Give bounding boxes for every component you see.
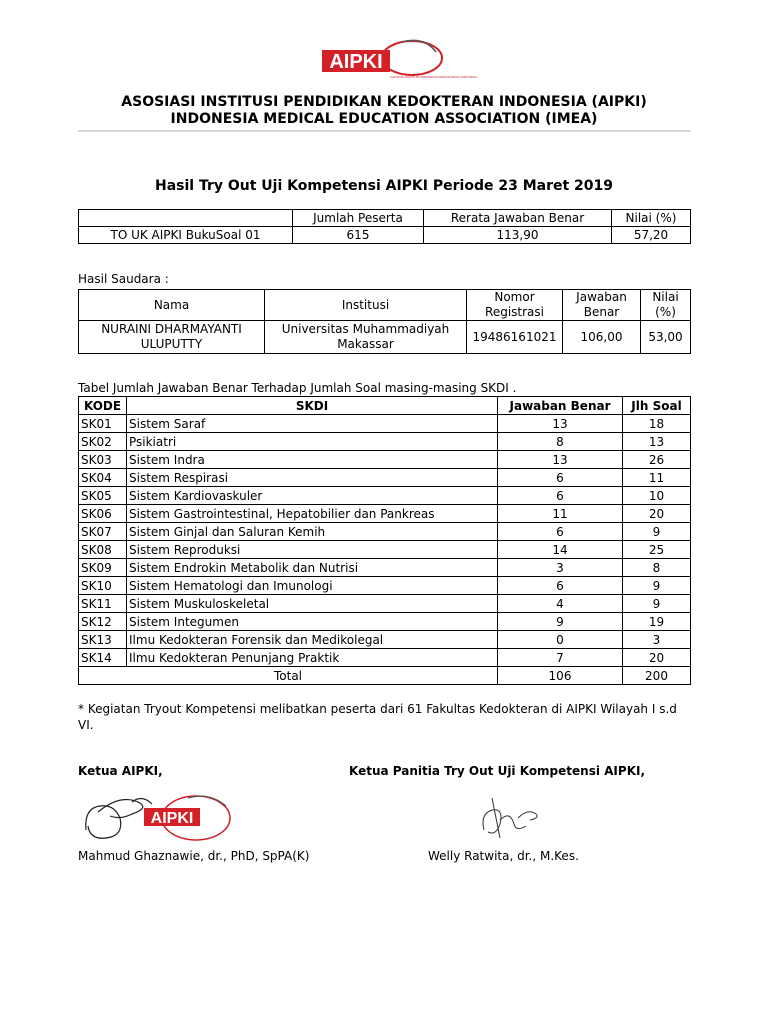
skdi-correct-answers: 8 — [498, 433, 623, 451]
total-question-count: 200 — [623, 667, 691, 685]
header-institusi: Institusi — [265, 290, 467, 321]
skdi-correct-answers: 6 — [498, 469, 623, 487]
summary-cell: 113,90 — [424, 227, 612, 244]
skdi-question-count: 18 — [623, 415, 691, 433]
skdi-subject: Sistem Reproduksi — [127, 541, 498, 559]
summary-cell: TO UK AIPKI BukuSoal 01 — [79, 227, 293, 244]
skdi-subject: Sistem Ginjal dan Saluran Kemih — [127, 523, 498, 541]
skdi-correct-answers: 6 — [498, 577, 623, 595]
skdi-row — [79, 541, 691, 559]
skdi-subject: Sistem Kardiovaskuler — [127, 487, 498, 505]
summary-cell: 615 — [293, 227, 424, 244]
skdi-row — [79, 631, 691, 649]
skdi-code: SK07 — [79, 523, 127, 541]
skdi-correct-answers: 7 — [498, 649, 623, 667]
skdi-row — [79, 451, 691, 469]
header-jumlah-soal: Jlh Soal — [623, 397, 691, 415]
svg-text:AIPKI: AIPKI — [329, 51, 383, 73]
skdi-question-count: 9 — [623, 595, 691, 613]
skdi-correct-answers: 6 — [498, 487, 623, 505]
skdi-code: SK13 — [79, 631, 127, 649]
skdi-total-row — [79, 667, 691, 685]
left-signatory-name: Mahmud Ghaznawie, dr., PhD, SpPA(K) — [78, 849, 310, 863]
left-signatory-title: Ketua AIPKI, — [78, 764, 163, 778]
skdi-code: SK04 — [79, 469, 127, 487]
org-name — [0, 94, 768, 128]
skdi-row — [79, 487, 691, 505]
skdi-code: SK14 — [79, 649, 127, 667]
personal-data-row — [79, 321, 691, 354]
skdi-code: SK03 — [79, 451, 127, 469]
aipki-logo — [318, 38, 478, 82]
skdi-question-count: 20 — [623, 505, 691, 523]
header-nomor-registrasi: Nomor Registrasi — [467, 290, 563, 321]
skdi-subject: Ilmu Kedokteran Penunjang Praktik — [127, 649, 498, 667]
skdi-question-count: 26 — [623, 451, 691, 469]
skdi-subject: Sistem Endrokin Metabolik dan Nutrisi — [127, 559, 498, 577]
skdi-code: SK10 — [79, 577, 127, 595]
skdi-correct-answers: 4 — [498, 595, 623, 613]
summary-header-cell: Jumlah Peserta — [293, 210, 424, 227]
skdi-row — [79, 577, 691, 595]
skdi-code: SK02 — [79, 433, 127, 451]
skdi-row — [79, 523, 691, 541]
skdi-code: SK05 — [79, 487, 127, 505]
right-signatory-title: Ketua Panitia Try Out Uji Kompetensi AIPKI, — [349, 764, 646, 778]
personal-result-table — [78, 289, 691, 354]
skdi-subject: Sistem Respirasi — [127, 469, 498, 487]
skdi-subject: Psikiatri — [127, 433, 498, 451]
registration-number: 19486161021 — [467, 321, 563, 354]
skdi-code: SK11 — [79, 595, 127, 613]
skdi-row — [79, 469, 691, 487]
skdi-row — [79, 649, 691, 667]
score-percent: 53,00 — [641, 321, 691, 354]
personal-header-row — [79, 290, 691, 321]
org-name-english: INDONESIA MEDICAL EDUCATION ASSOCIATION (IMEA) — [170, 111, 598, 127]
skdi-question-count: 13 — [623, 433, 691, 451]
skdi-question-count: 9 — [623, 577, 691, 595]
skdi-row — [79, 559, 691, 577]
skdi-row — [79, 433, 691, 451]
total-correct-answers: 106 — [498, 667, 623, 685]
personal-result-label: Hasil Saudara : — [78, 272, 169, 286]
skdi-subject: Sistem Integumen — [127, 613, 498, 631]
skdi-subject: Sistem Gastrointestinal, Hepatobilier dan Pankreas — [127, 505, 498, 523]
right-signatory-name: Welly Ratwita, dr., M.Kes. — [428, 849, 579, 863]
svg-text:AIPKI: AIPKI — [150, 810, 194, 827]
skdi-code: SK08 — [79, 541, 127, 559]
skdi-question-count: 3 — [623, 631, 691, 649]
skdi-code: SK01 — [79, 415, 127, 433]
skdi-correct-answers: 3 — [498, 559, 623, 577]
skdi-correct-answers: 13 — [498, 451, 623, 469]
skdi-row — [79, 595, 691, 613]
skdi-question-count: 11 — [623, 469, 691, 487]
skdi-row — [79, 415, 691, 433]
summary-header-row — [79, 210, 691, 227]
skdi-question-count: 19 — [623, 613, 691, 631]
skdi-correct-answers: 11 — [498, 505, 623, 523]
skdi-row — [79, 505, 691, 523]
left-signature-with-stamp — [80, 790, 240, 844]
skdi-correct-answers: 13 — [498, 415, 623, 433]
summary-header-cell — [79, 210, 293, 227]
header-kode: KODE — [79, 397, 127, 415]
header-skdi: SKDI — [127, 397, 498, 415]
svg-text:ASOSIASI INSTITUSI PENDIDIKAN: ASOSIASI INSTITUSI PENDIDIKAN KEDOKTERAN INDONESIA — [390, 75, 478, 79]
header-jawaban-benar: Jawaban Benar — [498, 397, 623, 415]
summary-data-row — [79, 227, 691, 244]
skdi-correct-answers: 0 — [498, 631, 623, 649]
participant-institution: Universitas Muhammadiyah Makassar — [265, 321, 467, 354]
summary-header-cell: Nilai (%) — [612, 210, 691, 227]
skdi-code: SK09 — [79, 559, 127, 577]
correct-answers: 106,00 — [563, 321, 641, 354]
total-label: Total — [79, 667, 498, 685]
skdi-question-count: 8 — [623, 559, 691, 577]
page-title: Hasil Try Out Uji Kompetensi AIPKI Periode 23 Maret 2019 — [154, 178, 613, 194]
summary-cell: 57,20 — [612, 227, 691, 244]
skdi-subject: Sistem Saraf — [127, 415, 498, 433]
skdi-table — [78, 396, 691, 685]
header-divider — [78, 130, 691, 132]
skdi-question-count: 9 — [623, 523, 691, 541]
skdi-question-count: 20 — [623, 649, 691, 667]
skdi-table-description: Tabel Jumlah Jawaban Benar Terhadap Jumlah Soal masing-masing SKDI . — [78, 381, 517, 395]
skdi-question-count: 25 — [623, 541, 691, 559]
skdi-subject: Sistem Hematologi dan Imunologi — [127, 577, 498, 595]
skdi-subject: Ilmu Kedokteran Forensik dan Medikolegal — [127, 631, 498, 649]
participant-name: NURAINI DHARMAYANTI ULUPUTTY — [79, 321, 265, 354]
skdi-subject: Sistem Muskuloskeletal — [127, 595, 498, 613]
skdi-row — [79, 613, 691, 631]
header-nama: Nama — [79, 290, 265, 321]
skdi-header-row — [79, 397, 691, 415]
summary-table — [78, 209, 691, 244]
skdi-subject: Sistem Indra — [127, 451, 498, 469]
right-signature — [470, 790, 550, 840]
skdi-correct-answers: 6 — [498, 523, 623, 541]
skdi-code: SK06 — [79, 505, 127, 523]
header-jawaban-benar: Jawaban Benar — [563, 290, 641, 321]
skdi-correct-answers: 9 — [498, 613, 623, 631]
header-nilai: Nilai (%) — [641, 290, 691, 321]
skdi-code: SK12 — [79, 613, 127, 631]
org-name-indonesian: ASOSIASI INSTITUSI PENDIDIKAN KEDOKTERAN INDONESIA (AIPKI) — [121, 94, 647, 110]
skdi-question-count: 10 — [623, 487, 691, 505]
footnote: * Kegiatan Tryout Kompetensi melibatkan peserta dari 61 Fakultas Kedokteran di AIPKI Wilayah I s.d VI. — [78, 702, 677, 732]
skdi-correct-answers: 14 — [498, 541, 623, 559]
summary-header-cell: Rerata Jawaban Benar — [424, 210, 612, 227]
